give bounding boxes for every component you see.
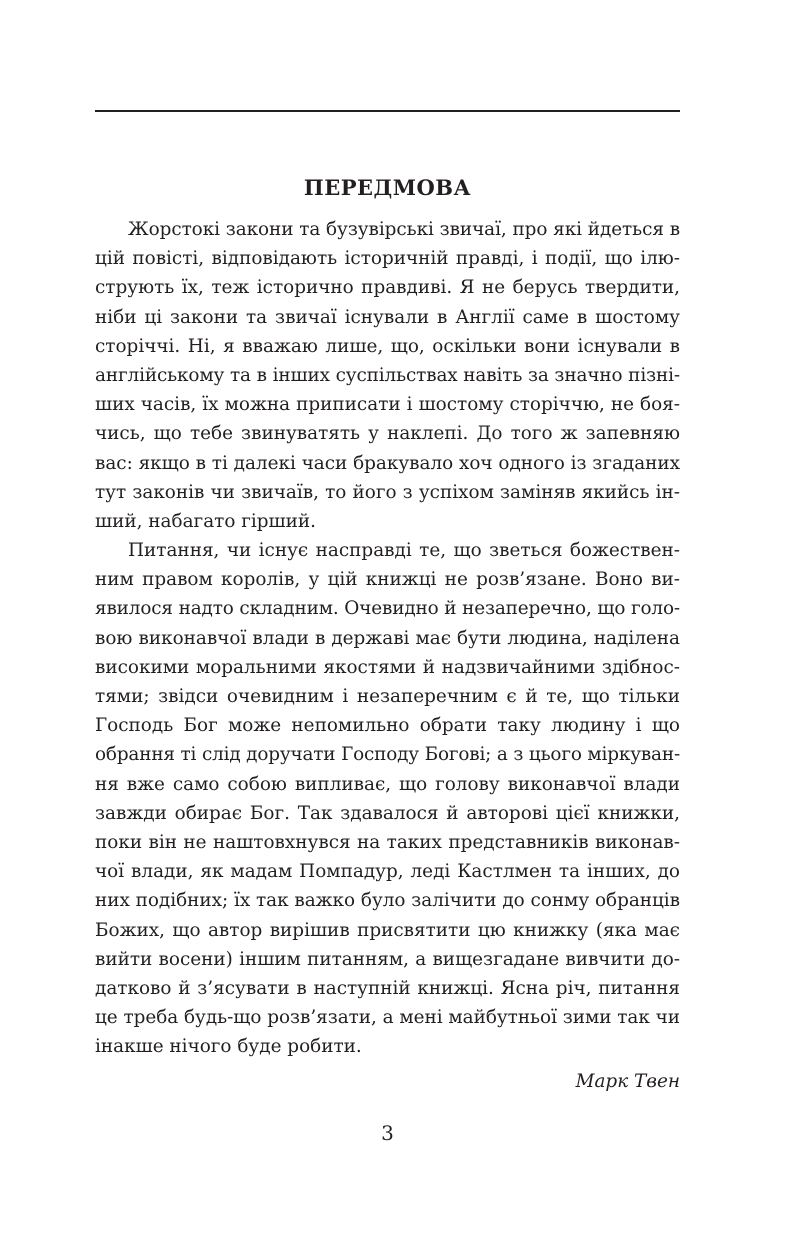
text-line: Питання, чи існує насправді те, що зветься божествен- xyxy=(128,540,680,562)
text-line: Господь Бог може непомильно обрати таку людину і що xyxy=(95,715,680,737)
paragraph xyxy=(95,536,680,1061)
text-line: інакше нічого буде робити. xyxy=(95,1036,362,1058)
text-line: завжди обирає Бог. Так здавалося й авторові цієї книжки, xyxy=(95,802,680,824)
text-line: цій повісті, відповідають історичній правді, і події, що ілю- xyxy=(95,248,680,270)
text-line: ня вже само собою випливає, що голову виконавчої влади xyxy=(95,773,680,795)
text-line: англійському та в інших суспільствах навіть за значно пізні- xyxy=(95,364,680,386)
text-line: ший, набагато гірший. xyxy=(95,510,317,532)
paragraph xyxy=(95,215,680,536)
page-title: ПЕРЕДМОВА xyxy=(303,175,472,200)
author-signature: Марк Твен xyxy=(575,1071,680,1092)
text-line: це треба будь-що розв’язати, а мені майбутньої зими так чи xyxy=(95,1007,680,1029)
text-line: вою виконавчої влади в державі має бути людина, наділена xyxy=(95,627,680,649)
text-line: чої влади, як мадам Помпадур, леді Кастлмен та інших, до xyxy=(95,861,680,883)
text-line: струють їх, теж історично правдиві. Я не берусь твердити, xyxy=(95,277,680,299)
preface-text xyxy=(95,215,680,1061)
text-line: Божих, що автор вирішив присвятити цю книжку (яка має xyxy=(95,919,680,941)
text-line: обрання ті слід доручати Господу Богові; а з цього міркуван- xyxy=(95,744,680,766)
page-number: 3 xyxy=(381,1121,394,1145)
text-line: ніби ці закони та звичаї існували в Англії саме в шостому xyxy=(95,306,680,328)
text-line: вас: якщо в ті далекі часи бракувало хоч одного із згаданих xyxy=(95,452,680,474)
text-line: датково й з’ясувати в наступній книжці. Ясна річ, питання xyxy=(95,977,680,999)
text-line: явилося надто складним. Очевидно й незаперечно, що голо- xyxy=(95,598,680,620)
text-line: ших часів, їх можна приписати і шостому сторіччю, не боя- xyxy=(95,394,680,416)
text-line: тут законів чи звичаїв, то його з успіхом заміняв якийсь ін- xyxy=(95,481,680,503)
text-line: чись, що тебе звинуватять у наклепі. До того ж запевняю xyxy=(95,423,680,445)
text-line: високими моральними якостями й надзвичайними здібнос- xyxy=(95,656,680,678)
text-line: ним правом королів, у цій книжці не розв’язане. Воно ви- xyxy=(95,569,680,591)
text-line: них подібних; їх так важко було залічити до сонму обранців xyxy=(95,890,680,912)
header-rule xyxy=(95,110,680,112)
text-line: вийти восени) іншим питанням, а вищезгадане вивчити до- xyxy=(95,948,680,970)
text-line: тями; звідси очевидним і незаперечним є й те, що тільки xyxy=(95,686,680,707)
text-line: поки він не наштовхнувся на таких представників виконав- xyxy=(95,831,680,853)
text-line: Жорстокі закони та бузувірські звичаї, про які йдеться в xyxy=(128,219,680,240)
text-line: сторіччі. Ні, я вважаю лише, що, оскільки вони існували в xyxy=(95,335,680,357)
